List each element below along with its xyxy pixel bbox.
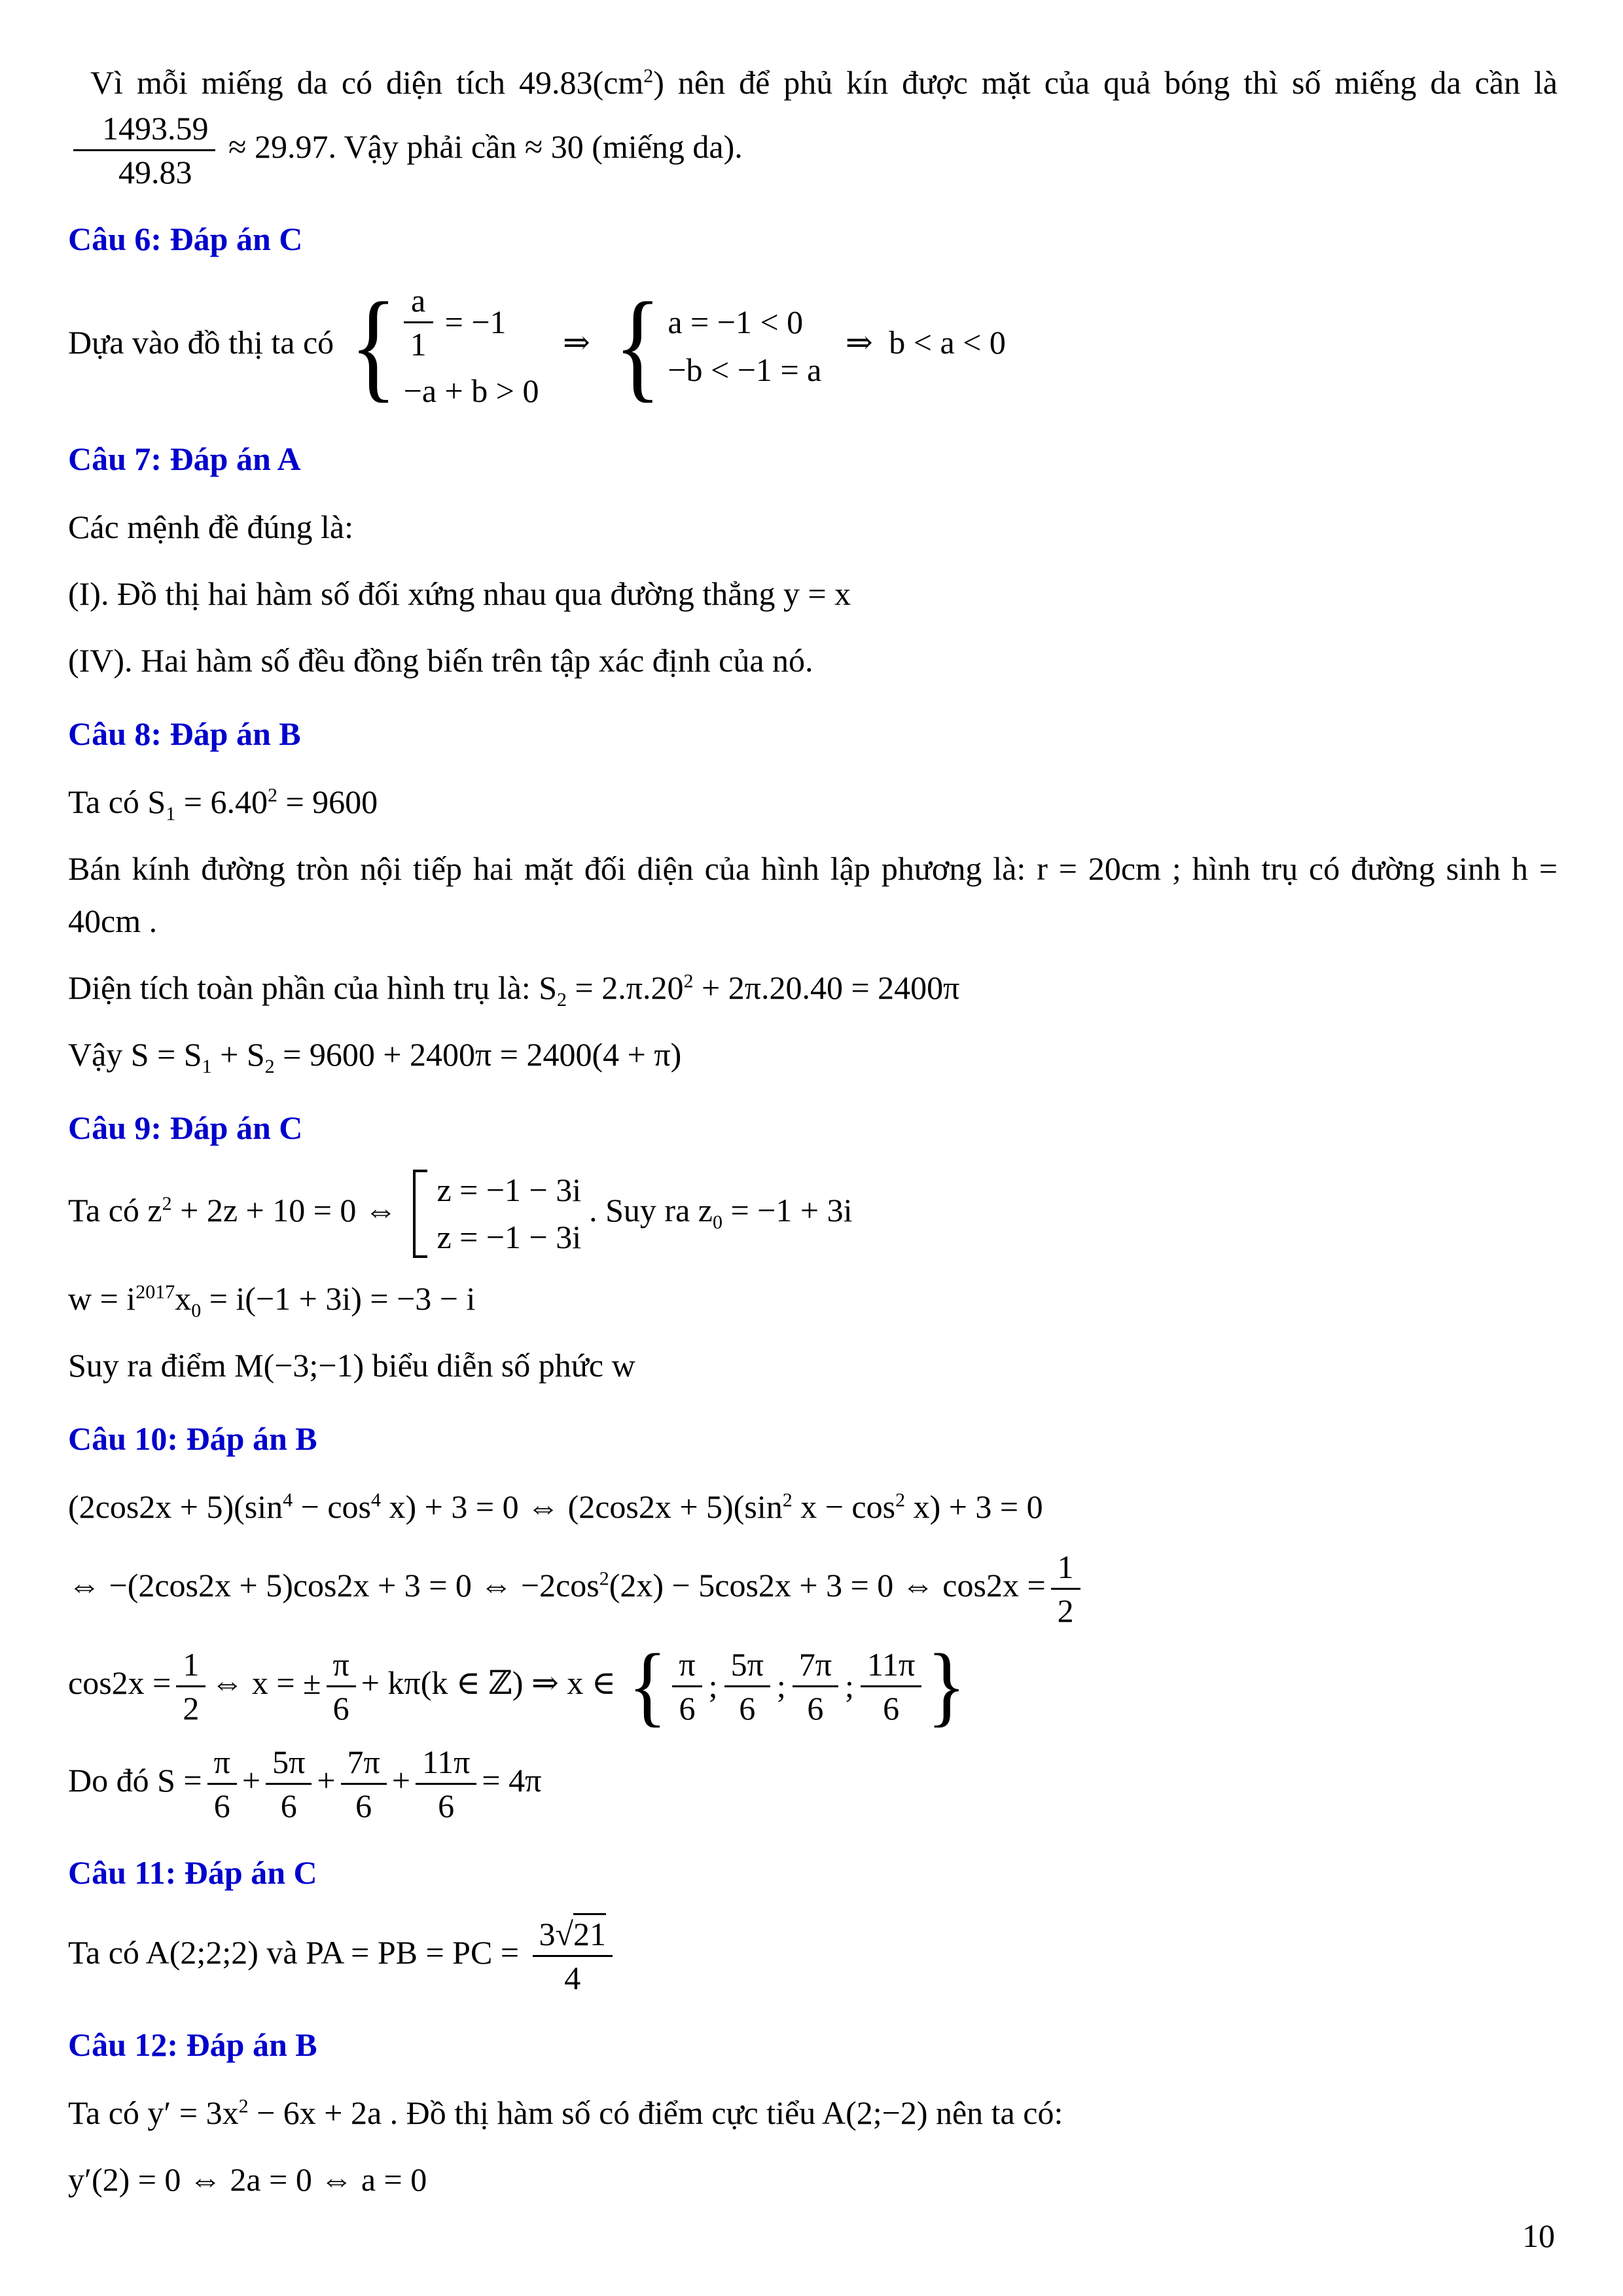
text-run: Ta có S <box>68 783 166 820</box>
text-run: (2cos2x + 5)(sin <box>68 1488 283 1525</box>
equation-text: z = −1 − 3i <box>437 1219 582 1255</box>
numerator: 1493.59 <box>73 109 215 151</box>
separator: ; <box>844 1668 854 1704</box>
text-run: cos2x = <box>68 1664 171 1701</box>
denominator: 6 <box>355 1787 372 1824</box>
operator: + <box>317 1761 336 1799</box>
text-run: Vậy S = S <box>68 1035 202 1073</box>
q9-line2 <box>68 1272 1558 1325</box>
q10-line2 <box>68 1547 1558 1630</box>
numerator: π <box>207 1742 237 1785</box>
math-value: 49.83 <box>519 64 593 101</box>
fraction <box>724 1645 770 1728</box>
operator: + <box>241 1761 261 1799</box>
text-run: = i(−1 + 3i) = −3 − i <box>201 1280 476 1317</box>
superscript: 2 <box>895 1488 906 1511</box>
system-row <box>668 350 821 391</box>
fraction <box>176 1645 205 1728</box>
text-run: + S <box>211 1035 265 1073</box>
subscript: 1 <box>166 802 176 825</box>
equation-text: z = −1 − 3i <box>437 1171 582 1208</box>
q12-heading: Câu 12: Đáp án B <box>68 2026 317 2063</box>
fraction <box>1051 1547 1080 1630</box>
left-square-bracket <box>413 1170 427 1258</box>
superscript: 4 <box>371 1488 382 1511</box>
q8-heading: Câu 8: Đáp án B <box>68 715 301 752</box>
fraction <box>672 1645 702 1728</box>
subscript: 0 <box>191 1299 202 1321</box>
fraction <box>793 1645 838 1728</box>
text-run: ⇔ −(2cos2x + 5)cos2x + 3 = 0 ⇔ −2cos <box>68 1566 599 1604</box>
conclusion-text: b < a < 0 <box>889 324 1006 361</box>
denominator: 2 <box>1057 1592 1074 1629</box>
text-run: x − cos <box>792 1488 896 1525</box>
fraction <box>73 109 215 192</box>
denominator: 6 <box>883 1689 900 1727</box>
text-run: = 9600 <box>277 783 378 820</box>
case-row <box>437 1170 581 1211</box>
right-curly-brace: } <box>927 1636 967 1736</box>
math-paren: ) <box>653 64 664 101</box>
text-run: = 2.π.20 <box>567 969 684 1006</box>
fraction <box>861 1645 921 1728</box>
fraction <box>404 281 433 364</box>
equation-text: −b < −1 = a <box>668 351 822 388</box>
radical-sign-icon: √ <box>555 1915 573 1952</box>
text-run: Ta có y′ = 3x <box>68 2094 239 2131</box>
page-number: 10 <box>1522 2217 1555 2254</box>
denominator: 6 <box>739 1689 756 1727</box>
system-rows <box>668 302 821 390</box>
text-run: + 2z + 10 = 0 ⇔ <box>171 1191 397 1229</box>
text-run: = 9600 + 2400π = 2400(4 + π) <box>274 1035 682 1073</box>
text-run: (miếng da). <box>583 128 743 165</box>
text-run: − cos <box>293 1488 372 1525</box>
left-curly-brace: { <box>349 278 397 414</box>
denominator: 6 <box>280 1787 297 1824</box>
solution-set <box>628 1636 967 1736</box>
text-run: (2x) − 5cos2x + 3 = 0 ⇔ cos2x = <box>609 1566 1046 1604</box>
text-run: da cần là <box>1430 64 1558 101</box>
q7-line2: (I). Đồ thị hai hàm số đối xứng nhau qua đường thẳng y = x <box>68 575 851 612</box>
system-row <box>404 370 539 412</box>
math-unit: (cm <box>592 64 644 101</box>
q11-line1 <box>68 1914 1558 1998</box>
text-run: + 2π.20.40 = 2400π <box>693 969 960 1006</box>
system-of-equations <box>349 278 539 414</box>
fraction <box>207 1742 237 1825</box>
q9-line1 <box>68 1170 1558 1258</box>
solution-cases <box>413 1170 581 1258</box>
q8-line1 <box>68 776 1558 828</box>
denominator: 4 <box>564 1959 581 1996</box>
text-run: nên để phủ kín được mặt của quả bóng thì số miếng <box>664 64 1431 101</box>
separator: ; <box>776 1668 786 1704</box>
system-row <box>668 302 821 343</box>
case-rows <box>437 1170 581 1258</box>
fraction <box>266 1742 312 1825</box>
q10-line4 <box>68 1742 1558 1825</box>
text-run: = 4π <box>482 1761 542 1799</box>
q12-line1 <box>68 2087 1558 2139</box>
text-run: x) + 3 = 0 <box>905 1488 1043 1525</box>
q7-line3: (IV). Hai hàm số đều đồng biến trên tập xác định của nó. <box>68 641 813 679</box>
denominator: 2 <box>183 1689 200 1727</box>
q12-line2: y′(2) = 0 ⇔ 2a = 0 ⇔ a = 0 <box>68 2161 427 2198</box>
equation-text: −a + b > 0 <box>403 372 539 409</box>
system-rows <box>404 281 539 412</box>
superscript: 2 <box>267 783 277 806</box>
fraction <box>327 1645 356 1728</box>
text-run: Vì mỗi miếng da có diện tích <box>90 64 520 101</box>
fraction <box>416 1742 476 1825</box>
superscript: 4 <box>283 1488 293 1511</box>
q11-heading: Câu 11: Đáp án C <box>68 1854 317 1891</box>
numerator <box>533 1914 613 1957</box>
system-row <box>404 281 539 364</box>
implies-arrow: ⇒ <box>845 324 873 361</box>
superscript: 2 <box>683 969 694 992</box>
q8-line3 <box>68 961 1558 1014</box>
superscript: 2 <box>599 1567 609 1589</box>
q8-line2: Bán kính đường tròn nội tiếp hai mặt đối diện của hình lập phương là: r = 20cm ; hình trụ có đường sinh h = 40cm . <box>68 850 1558 939</box>
superscript: 2017 <box>135 1280 175 1302</box>
system-of-equations <box>614 278 822 414</box>
text-run: + kπ(k ∈ ℤ) ⇒ x ∈ <box>361 1664 616 1701</box>
text-run: ⇔ x = ± <box>211 1664 321 1701</box>
q10-line1 <box>68 1480 1558 1533</box>
fraction <box>533 1914 613 1998</box>
radicand: 21 <box>573 1913 606 1952</box>
q7-heading: Câu 7: Đáp án A <box>68 440 301 477</box>
denominator: 6 <box>332 1689 349 1727</box>
numerator: 1 <box>1051 1547 1080 1590</box>
intro-paragraph <box>68 56 1558 192</box>
left-curly-brace: { <box>628 1636 668 1736</box>
q8-line4 <box>68 1028 1558 1081</box>
text-run: x) + 3 = 0 ⇔ (2cos2x + 5)(sin <box>381 1488 783 1525</box>
subscript: 1 <box>202 1055 212 1077</box>
text-run: Dựa vào đồ thị ta có <box>68 324 334 361</box>
text-run: Ta có z <box>68 1191 162 1229</box>
numerator: 7π <box>793 1645 838 1687</box>
text-run: ≈ 29.97 <box>220 128 329 165</box>
text-run: Do đó S = <box>68 1761 202 1799</box>
subscript: 2 <box>264 1055 275 1077</box>
text-run: w = i <box>68 1280 136 1317</box>
implies-arrow: ⇒ <box>562 324 590 361</box>
numerator: 7π <box>341 1742 387 1785</box>
text-run: x <box>175 1280 192 1317</box>
separator: ; <box>708 1668 718 1704</box>
denominator: 6 <box>213 1787 230 1824</box>
numerator: 11π <box>861 1645 921 1687</box>
equation-text: = −1 <box>444 304 507 341</box>
square-root <box>556 1913 606 1952</box>
text-run: ≈ 30 <box>524 128 584 165</box>
fraction <box>341 1742 387 1825</box>
text-run: . Vậy phải cần <box>328 128 525 165</box>
denominator: 6 <box>679 1689 696 1727</box>
numerator: 5π <box>266 1742 312 1785</box>
numerator: π <box>327 1645 356 1687</box>
numerator: a <box>404 281 433 323</box>
text-run: Ta có A(2;2;2) và PA = PB = PC = <box>68 1933 520 1971</box>
q10-heading: Câu 10: Đáp án B <box>68 1420 317 1457</box>
text-run: − 6x + 2a . Đồ thị hàm số có điểm cực tiểu A(2;−2) nên ta có: <box>248 2094 1063 2131</box>
numerator: 5π <box>724 1645 770 1687</box>
denominator: 6 <box>438 1787 455 1824</box>
q10-line3 <box>68 1636 1558 1736</box>
left-curly-brace: { <box>614 278 662 414</box>
q6-solution <box>68 278 1558 414</box>
text-run: Diện tích toàn phần của hình trụ là: S <box>68 969 558 1006</box>
text-run: . Suy ra z <box>589 1191 713 1229</box>
q6-heading: Câu 6: Đáp án C <box>68 221 303 257</box>
superscript: 2 <box>162 1192 172 1214</box>
q9-heading: Câu 9: Đáp án C <box>68 1109 303 1146</box>
q7-line1: Các mệnh đề đúng là: <box>68 508 353 545</box>
denominator: 49.83 <box>118 154 192 190</box>
numerator: 11π <box>416 1742 476 1785</box>
q9-line3: Suy ra điểm M(−3;−1) biểu diễn số phức w <box>68 1346 635 1384</box>
numerator: 1 <box>176 1645 205 1687</box>
denominator: 1 <box>410 326 427 363</box>
operator: + <box>391 1761 410 1799</box>
superscript: 2 <box>238 2094 249 2117</box>
numerator: π <box>672 1645 702 1687</box>
superscript: 2 <box>643 65 654 87</box>
superscript: 2 <box>782 1488 793 1511</box>
subscript: 2 <box>557 988 567 1011</box>
coefficient: 3 <box>539 1915 556 1952</box>
case-row <box>437 1217 581 1258</box>
text-run: = −1 + 3i <box>722 1191 853 1229</box>
equation-text: a = −1 < 0 <box>668 304 804 341</box>
denominator: 6 <box>807 1689 824 1727</box>
subscript: 0 <box>712 1211 722 1233</box>
text-run: = 6.40 <box>175 783 268 820</box>
